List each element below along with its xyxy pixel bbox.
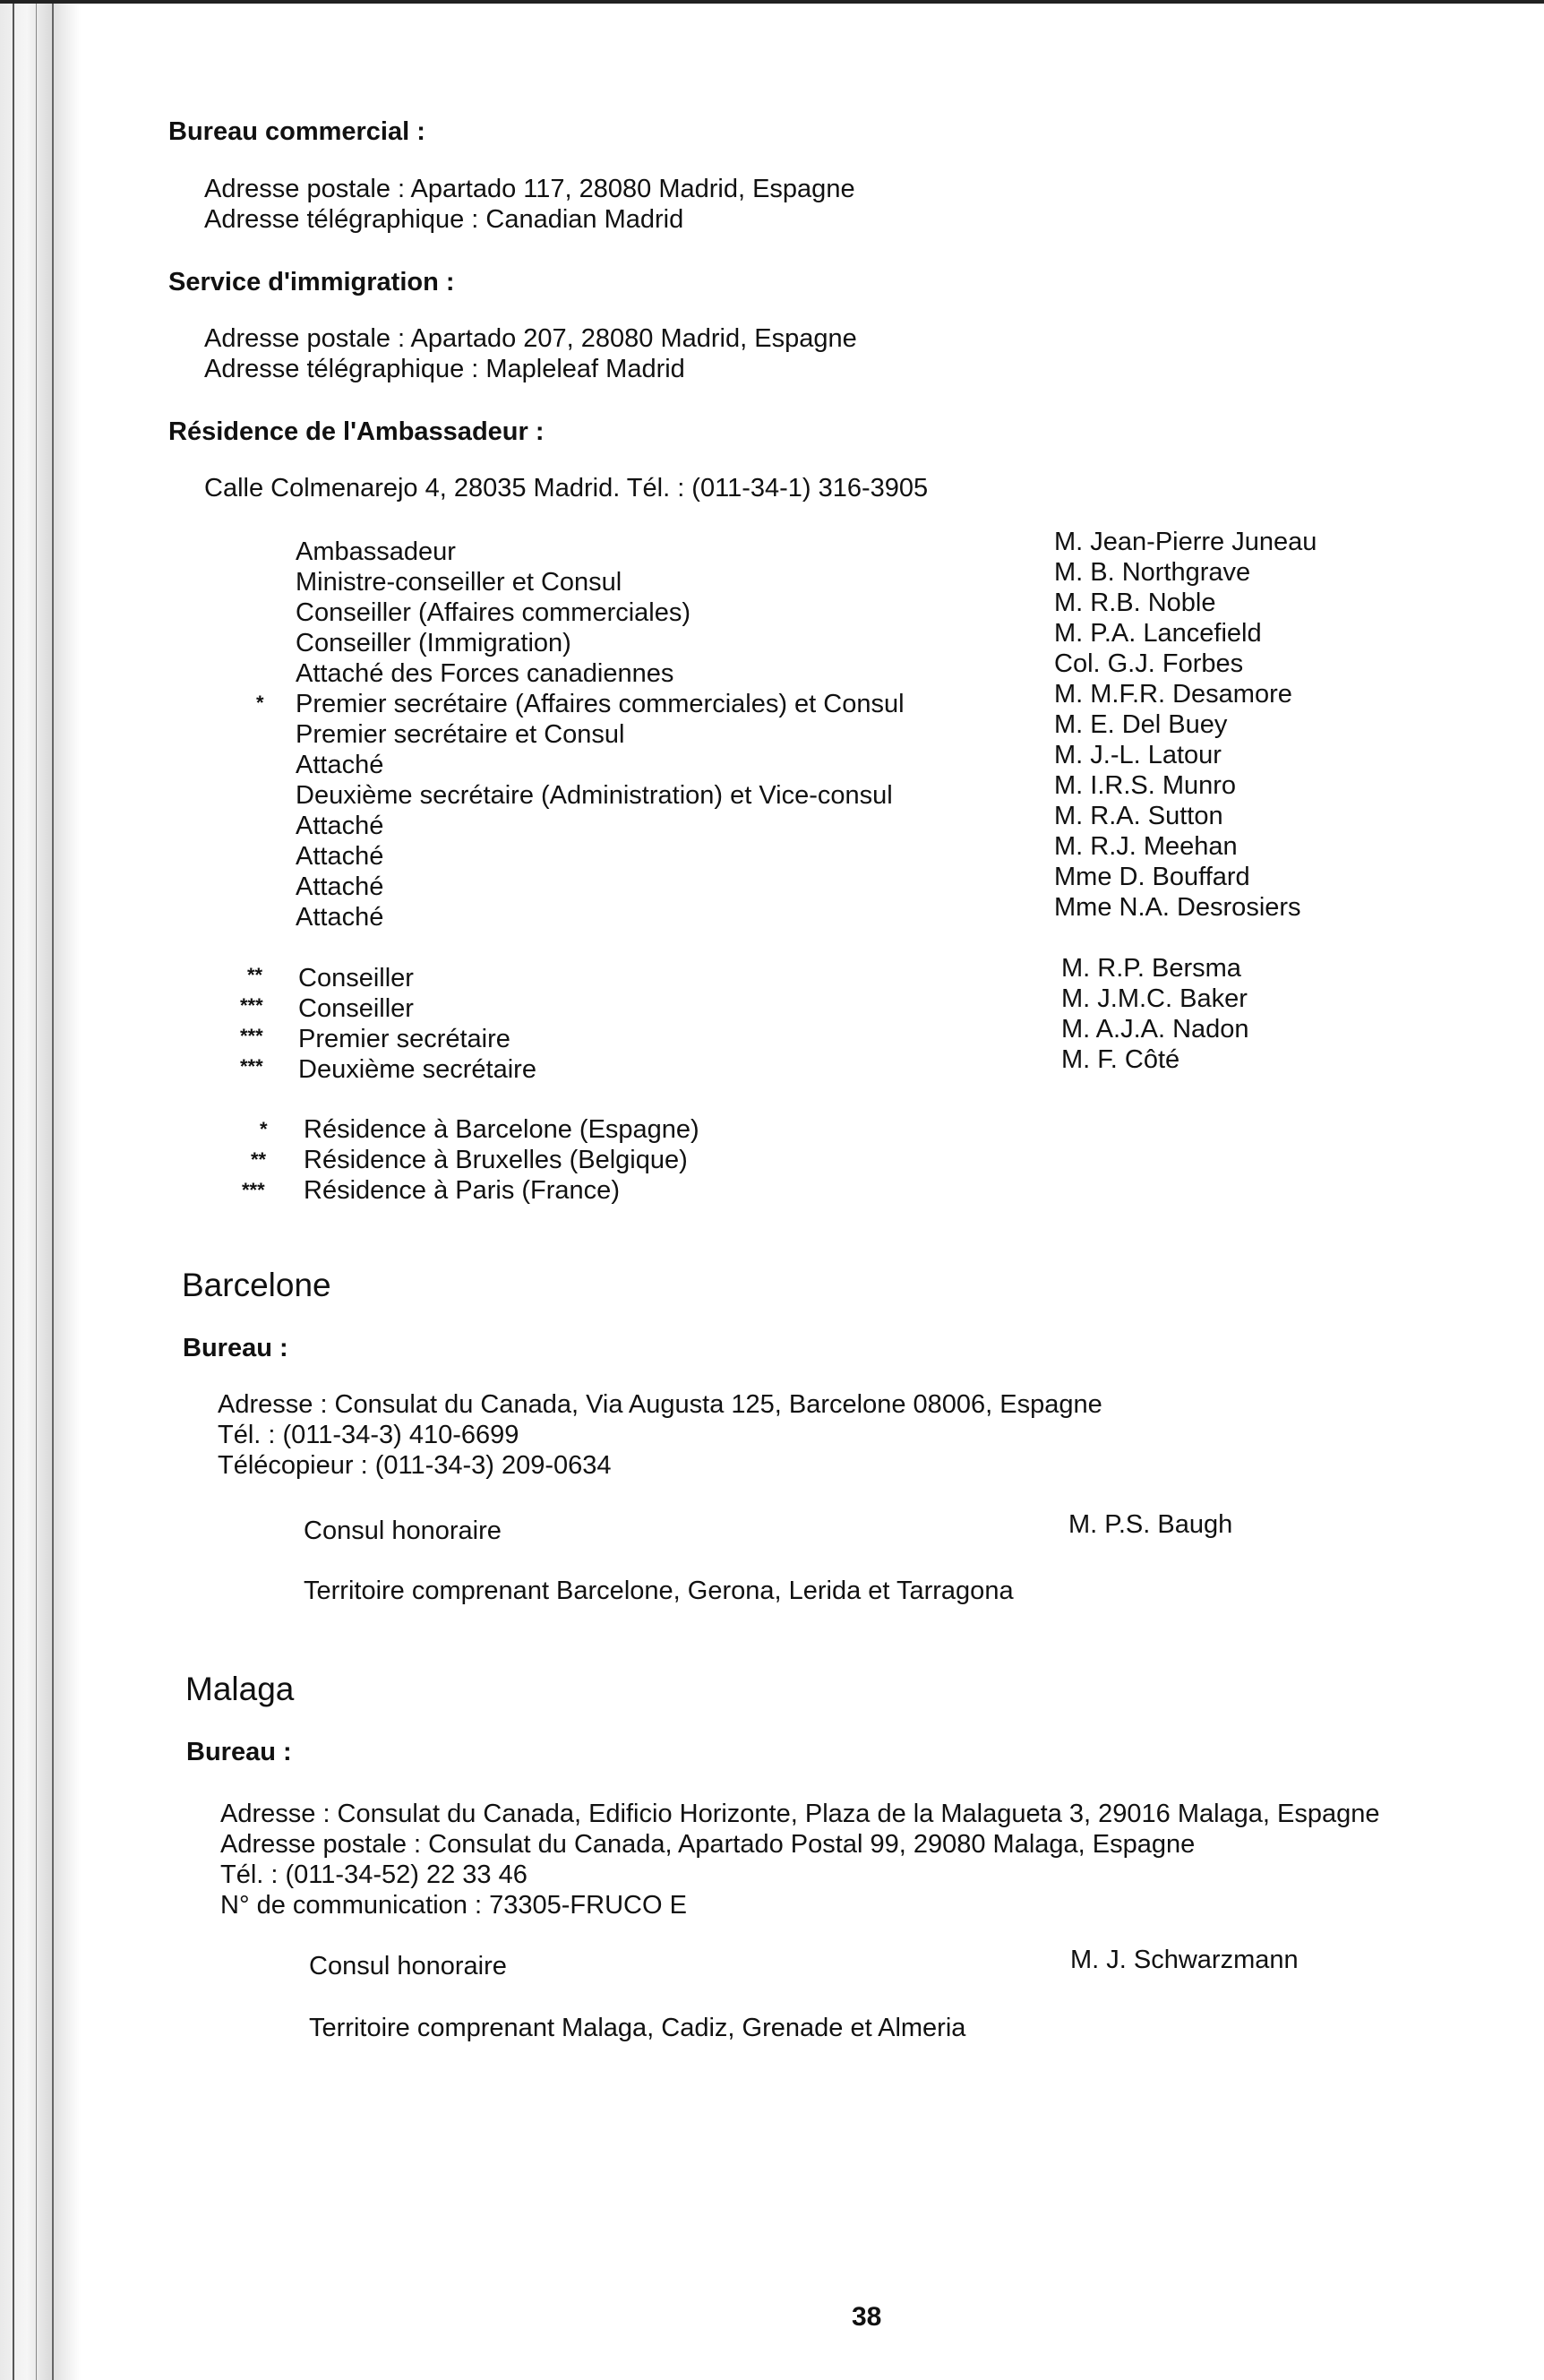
- staff-marker: *: [256, 692, 264, 714]
- staff-name: M. R.J. Meehan: [1054, 832, 1238, 861]
- legend-text: Résidence à Bruxelles (Belgique): [304, 1146, 688, 1174]
- staff-title: Attaché: [296, 812, 384, 840]
- malaga-city-heading: Malaga: [185, 1671, 295, 1707]
- staff-name: M. B. Northgrave: [1054, 558, 1251, 587]
- top-rule: [0, 0, 1544, 4]
- staff-title: Premier secrétaire: [298, 1025, 510, 1053]
- malaga-person: M. J. Schwarzmann: [1070, 1946, 1299, 1974]
- barcelona-city-heading: Barcelone: [182, 1267, 331, 1303]
- staff-name: Mme D. Bouffard: [1054, 863, 1250, 891]
- page-number: 38: [852, 2302, 882, 2332]
- malaga-phone: Tél. : (011-34-52) 22 33 46: [220, 1860, 528, 1889]
- staff-name: M. I.R.S. Munro: [1054, 771, 1237, 800]
- staff-name: M. A.J.A. Nadon: [1061, 1015, 1249, 1044]
- barcelona-phone: Tél. : (011-34-3) 410-6699: [218, 1421, 519, 1449]
- immigration-postal-address: Adresse postale : Apartado 207, 28080 Madrid, Espagne: [204, 324, 857, 353]
- residence-heading: Résidence de l'Ambassadeur :: [168, 417, 545, 446]
- staff-marker: ***: [240, 1025, 263, 1047]
- staff-title: Deuxième secrétaire (Administration) et Vice-consul: [296, 781, 893, 810]
- malaga-telex: N° de communication : 73305-FRUCO E: [220, 1891, 687, 1920]
- staff-title: Attaché: [296, 903, 384, 932]
- staff-name: M. F. Côté: [1061, 1045, 1180, 1074]
- staff-marker: ***: [240, 994, 263, 1017]
- staff-name: M. J.-L. Latour: [1054, 741, 1222, 769]
- staff-title: Attaché: [296, 872, 384, 901]
- legend-marker: ***: [242, 1179, 265, 1201]
- staff-title: Conseiller (Immigration): [296, 629, 571, 657]
- staff-name: M. R.B. Noble: [1054, 589, 1216, 617]
- staff-name: M. E. Del Buey: [1054, 710, 1228, 739]
- barcelona-address: Adresse : Consulat du Canada, Via Augusta 125, Barcelone 08006, Espagne: [218, 1390, 1102, 1419]
- malaga-role: Consul honoraire: [309, 1952, 507, 1980]
- staff-marker: ***: [240, 1055, 263, 1078]
- legend-text: Résidence à Paris (France): [304, 1176, 620, 1205]
- barcelona-role: Consul honoraire: [304, 1516, 502, 1545]
- malaga-address: Adresse : Consulat du Canada, Edificio Horizonte, Plaza de la Malagueta 3, 29016 Malaga, Espagne: [220, 1800, 1380, 1828]
- staff-title: Attaché: [296, 842, 384, 871]
- residence-address: Calle Colmenarejo 4, 28035 Madrid. Tél. : (011-34-1) 316-3905: [204, 474, 929, 503]
- staff-title: Conseiller (Affaires commerciales): [296, 598, 691, 627]
- staff-name: Mme N.A. Desrosiers: [1054, 893, 1301, 922]
- binding-line: [36, 0, 37, 2380]
- staff-name: M. Jean-Pierre Juneau: [1054, 528, 1317, 556]
- staff-title: Ambassadeur: [296, 537, 456, 566]
- staff-title: Deuxième secrétaire: [298, 1055, 536, 1084]
- legend-text: Résidence à Barcelone (Espagne): [304, 1115, 699, 1144]
- barcelona-fax: Télécopieur : (011-34-3) 209-0634: [218, 1451, 612, 1480]
- staff-title: Attaché: [296, 751, 384, 779]
- legend-marker: *: [260, 1118, 268, 1140]
- legend-marker: **: [251, 1148, 267, 1171]
- staff-marker: **: [247, 964, 263, 986]
- staff-name: M. J.M.C. Baker: [1061, 984, 1248, 1013]
- commercial-postal-address: Adresse postale : Apartado 117, 28080 Madrid, Espagne: [204, 175, 855, 203]
- immigration-heading: Service d'immigration :: [168, 268, 455, 296]
- staff-name: M. R.P. Bersma: [1061, 954, 1241, 983]
- staff-title: Attaché des Forces canadiennes: [296, 659, 674, 688]
- staff-name: M. M.F.R. Desamore: [1054, 680, 1292, 709]
- barcelona-office-heading: Bureau :: [183, 1334, 288, 1362]
- commercial-heading: Bureau commercial :: [168, 117, 425, 146]
- barcelona-person: M. P.S. Baugh: [1068, 1510, 1233, 1539]
- barcelona-territory: Territoire comprenant Barcelone, Gerona, Lerida et Tarragona: [304, 1577, 1014, 1605]
- staff-name: M. R.A. Sutton: [1054, 802, 1223, 830]
- staff-title: Conseiller: [298, 964, 414, 992]
- staff-title: Premier secrétaire et Consul: [296, 720, 625, 749]
- immigration-telegraphic-address: Adresse télégraphique : Mapleleaf Madrid: [204, 355, 685, 383]
- staff-name: M. P.A. Lancefield: [1054, 619, 1262, 648]
- malaga-territory: Territoire comprenant Malaga, Cadiz, Grenade et Almeria: [309, 2014, 966, 2042]
- malaga-office-heading: Bureau :: [186, 1738, 292, 1766]
- staff-title: Conseiller: [298, 994, 414, 1023]
- staff-title: Ministre-conseiller et Consul: [296, 568, 622, 597]
- commercial-telegraphic-address: Adresse télégraphique : Canadian Madrid: [204, 205, 684, 234]
- malaga-postal-address: Adresse postale : Consulat du Canada, Apartado Postal 99, 29080 Malaga, Espagne: [220, 1830, 1196, 1859]
- binding-line: [13, 0, 14, 2380]
- staff-title: Premier secrétaire (Affaires commerciales) et Consul: [296, 690, 905, 718]
- staff-name: Col. G.J. Forbes: [1054, 649, 1244, 678]
- binding-line: [52, 0, 54, 2380]
